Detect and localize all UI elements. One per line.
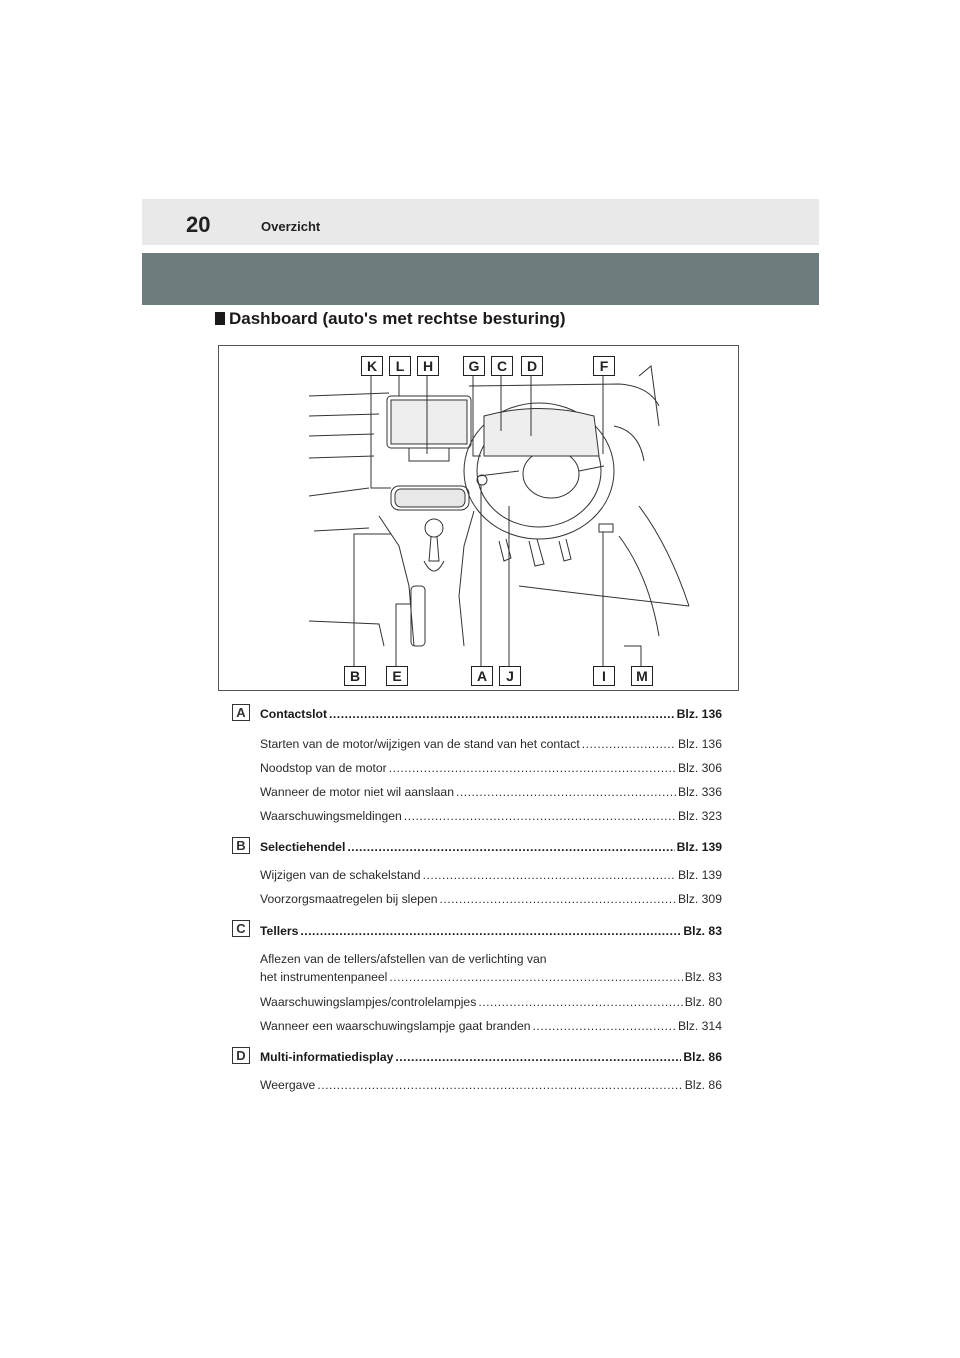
- leader-dots: [347, 840, 674, 854]
- entry-badge-c: C: [232, 920, 250, 937]
- entry-d-title-row: [260, 1050, 722, 1064]
- list-item-page: Blz. 336: [677, 785, 722, 799]
- callout-f: F: [593, 356, 615, 376]
- list-item-line1: Aflezen van de tellers/afstellen van de verlichting van: [260, 952, 547, 966]
- callout-g: G: [463, 356, 485, 376]
- dashboard-illustration: [218, 345, 739, 691]
- callout-layer: [219, 346, 740, 692]
- list-item-label: het instrumentenpaneel: [260, 970, 388, 984]
- section-heading-text: Dashboard (auto's met rechtse besturing): [229, 309, 566, 328]
- list-item-label: Wanneer de motor niet wil aanslaan: [260, 785, 454, 799]
- list-item-page: Blz. 83: [684, 970, 722, 984]
- entry-badge-d: D: [232, 1047, 250, 1064]
- list-item: [260, 761, 722, 775]
- list-item: [260, 1078, 722, 1092]
- header-title: Overzicht: [261, 219, 321, 234]
- leader-dots: [329, 707, 675, 721]
- list-item-label: Noodstop van de motor: [260, 761, 387, 775]
- list-item: [260, 1019, 722, 1033]
- list-item: [260, 809, 722, 823]
- leader-dots: [478, 995, 682, 1009]
- callout-l: L: [389, 356, 411, 376]
- entry-badge-a: A: [232, 704, 250, 721]
- callout-e: E: [386, 666, 408, 686]
- bullet-square-icon: [215, 312, 225, 325]
- leader-dots: [456, 785, 676, 799]
- leader-dots: [395, 1050, 681, 1064]
- entry-c-title-row: [260, 924, 722, 938]
- callout-d: D: [521, 356, 543, 376]
- leader-dots: [317, 1078, 682, 1092]
- list-item-page: Blz. 309: [677, 892, 722, 906]
- list-item: [260, 737, 722, 751]
- list-item-page: Blz. 86: [684, 1078, 722, 1092]
- leader-dots: [300, 924, 681, 938]
- list-item-label: Waarschuwingsmeldingen: [260, 809, 402, 823]
- entry-badge-b: B: [232, 837, 250, 854]
- section-band: [142, 253, 819, 305]
- entry-a-title: Contactslot: [260, 707, 328, 721]
- list-item-label: Wanneer een waarschuwingslampje gaat branden: [260, 1019, 531, 1033]
- callout-i: I: [593, 666, 615, 686]
- list-item: [260, 868, 722, 882]
- callout-a: A: [471, 666, 493, 686]
- callout-b: B: [344, 666, 366, 686]
- list-item-label: Voorzorgsmaatregelen bij slepen: [260, 892, 438, 906]
- entry-d-page: Blz. 86: [683, 1050, 722, 1064]
- leader-dots: [389, 761, 676, 775]
- list-item-page: Blz. 314: [677, 1019, 722, 1033]
- entry-b-page: Blz. 139: [676, 840, 722, 854]
- leader-dots: [533, 1019, 676, 1033]
- list-item: [260, 995, 722, 1009]
- list-item-page: Blz. 80: [684, 995, 722, 1009]
- leader-dots: [582, 737, 676, 751]
- list-item-label: Weergave: [260, 1078, 316, 1092]
- leader-dots: [404, 809, 676, 823]
- list-item-label: Starten van de motor/wijzigen van de stand van het contact: [260, 737, 580, 751]
- callout-m: M: [631, 666, 653, 686]
- page-number: 20: [186, 212, 211, 237]
- entry-b-title: Selectiehendel: [260, 840, 346, 854]
- entry-c-title: Tellers: [260, 924, 299, 938]
- list-item-label: Waarschuwingslampjes/controlelampjes: [260, 995, 477, 1009]
- header-bar: [142, 199, 819, 245]
- list-item-page: Blz. 306: [677, 761, 722, 775]
- entry-b-title-row: [260, 840, 722, 854]
- entry-c-page: Blz. 83: [683, 924, 722, 938]
- list-item: [260, 892, 722, 906]
- callout-c: C: [491, 356, 513, 376]
- list-item-page: Blz. 139: [677, 868, 722, 882]
- callout-j: J: [499, 666, 521, 686]
- list-item: [260, 970, 722, 984]
- list-item-page: Blz. 136: [677, 737, 722, 751]
- list-item: [260, 785, 722, 799]
- section-heading: [215, 309, 566, 329]
- callout-h: H: [417, 356, 439, 376]
- callout-k: K: [361, 356, 383, 376]
- leader-dots: [389, 970, 682, 984]
- entry-d-title: Multi-informatiedisplay: [260, 1050, 394, 1064]
- entry-a-title-row: [260, 707, 722, 721]
- entry-a-page: Blz. 136: [676, 707, 722, 721]
- list-item-label: Wijzigen van de schakelstand: [260, 868, 421, 882]
- leader-dots: [440, 892, 676, 906]
- list-item-page: Blz. 323: [677, 809, 722, 823]
- leader-dots: [423, 868, 676, 882]
